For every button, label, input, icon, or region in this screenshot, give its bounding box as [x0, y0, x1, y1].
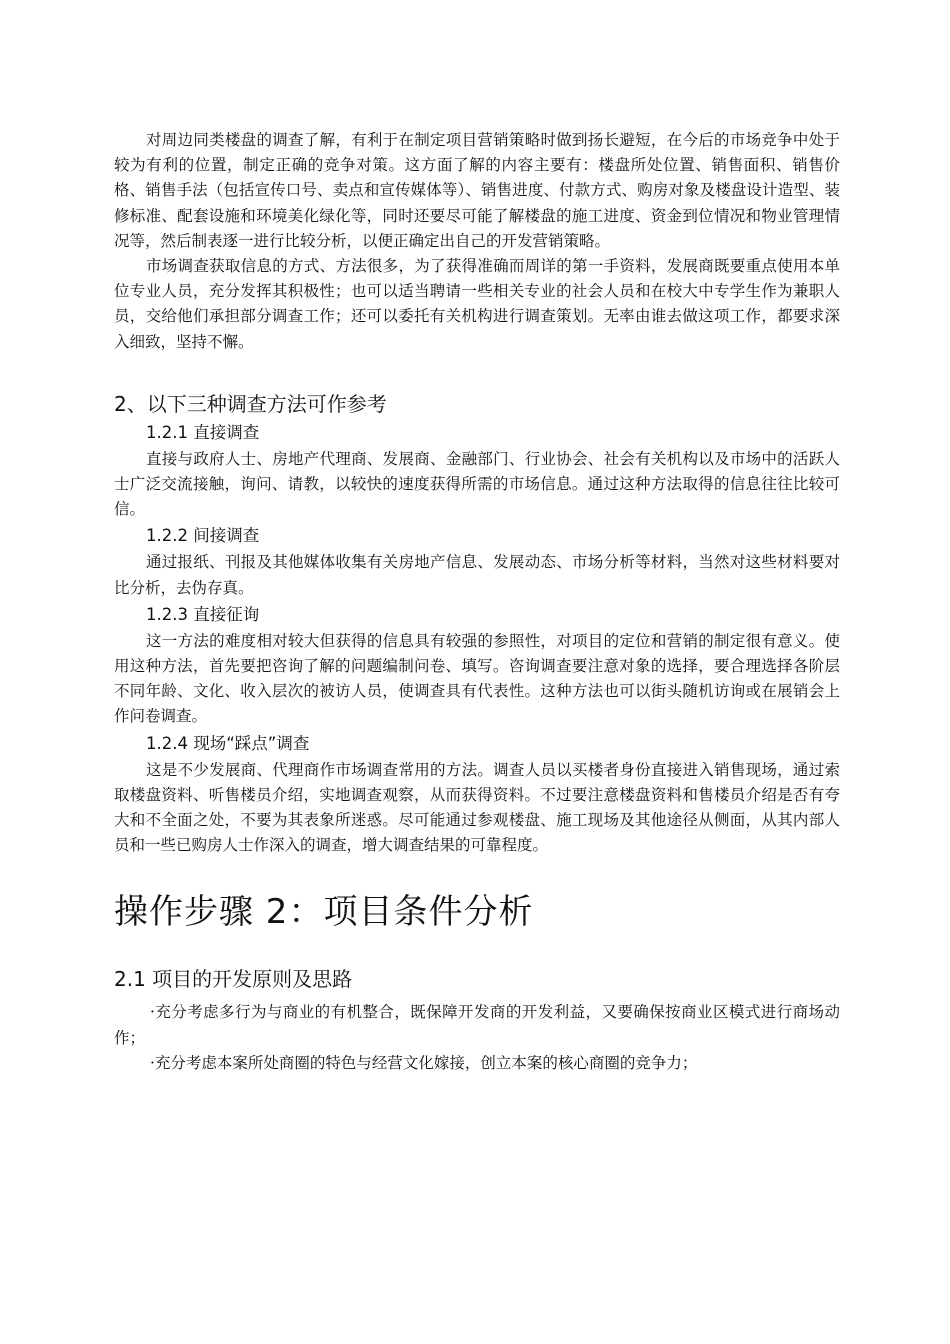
intro-paragraph-2: 市场调查获取信息的方式、方法很多，为了获得准确而周详的第一手资料，发展商既要重点使用本单位专业人员，充分发挥其积极性；也可以适当聘请一些相关专业的社会人员和在校大中专学生作为兼职人员，交给他们承担部分调查工作；还可以委托有关机构进行调查策划。无率由谁去做这项工作，都要求深入细致，坚持不懈。: [114, 257, 840, 351]
intro-paragraph-1: 对周边同类楼盘的调查了解，有利于在制定项目营销策略时做到扬长避短，在今后的市场竞争中处于较为有利的位置，制定正确的竞争对策。这方面了解的内容主要有：楼盘所处位置、销售面积、销售价格、销售手法（包括宣传口号、卖点和宣传媒体等）、销售进度、付款方式、购房对象及楼盘设计造型、装修标准、配套设施和环境美化绿化等，同时还要尽可能了解楼盘的施工进度、资金到位情况和物业管理情况等，然后制表逐一进行比较分析，以便正确定出自己的开发营销策略。: [114, 131, 840, 250]
step-2-title: 操作步骤 2：项目条件分析: [114, 892, 534, 933]
subheading-indirect-survey: 1.2.2 间接调查: [146, 526, 260, 546]
subheading-direct-inquiry: 1.2.3 直接征询: [146, 604, 260, 624]
onsite-survey-paragraph: 这是不少发展商、代理商作市场调查常用的方法。调查人员以买楼者身份直接进入销售现场，通过索取楼盘资料、听售楼员介绍，实地调查观察，从而获得资料。不过要注意楼盘资料和售楼员介绍是否有夸大和不全面之处，不要为其表象所迷惑。尽可能通过参观楼盘、施工现场及其他途径从侧面，从其内部人员和一些已购房人士作深入的调查，增大调查结果的可靠程度。: [114, 760, 840, 855]
document-page: [114, 128, 840, 1076]
subheading-direct-survey: 1.2.1 直接调查: [146, 422, 260, 442]
subheading-onsite-survey: 1.2.4 现场“踩点”调查: [146, 733, 310, 753]
bullet-item: ·充分考虑多行为与商业的有机整合，既保障开发商的开发利益，又要确保按商业区模式进行商场动作；: [114, 1003, 840, 1047]
direct-survey-paragraph: 直接与政府人士、房地产代理商、发展商、金融部门、行业协会、社会有关机构以及市场中的活跃人士广泛交流接触，询问、请教，以较快的速度获得所需的市场信息。通过这种方法取得的信息往往比较可信。: [114, 449, 840, 519]
direct-inquiry-paragraph: 这一方法的难度相对较大但获得的信息具有较强的参照性，对项目的定位和营销的制定很有意义。使用这种方法，首先要把咨询了解的问题编制问卷、填写。咨询调查要注意对象的选择，要合理选择各阶层不同年龄、文化、收入层次的被访人员，使调查具有代表性。这种方法也可以街头随机访询或在展销会上作问卷调查。: [114, 631, 840, 726]
subheading-development-principles: 2.1 项目的开发原则及思路: [114, 967, 353, 992]
indirect-survey-paragraph: 通过报纸、刊报及其他媒体收集有关房地产信息、发展动态、市场分析等材料，当然对这些材料要对比分析，去伪存真。: [114, 553, 840, 597]
spacer: [114, 355, 840, 389]
spacer: [114, 934, 840, 964]
section-heading-survey-methods: 2、以下三种调查方法可作参考: [114, 391, 387, 416]
bullet-item: ·充分考虑本案所处商圈的特色与经营文化嫁接，创立本案的核心商圈的竞争力；: [150, 1053, 698, 1072]
spacer: [114, 858, 840, 890]
